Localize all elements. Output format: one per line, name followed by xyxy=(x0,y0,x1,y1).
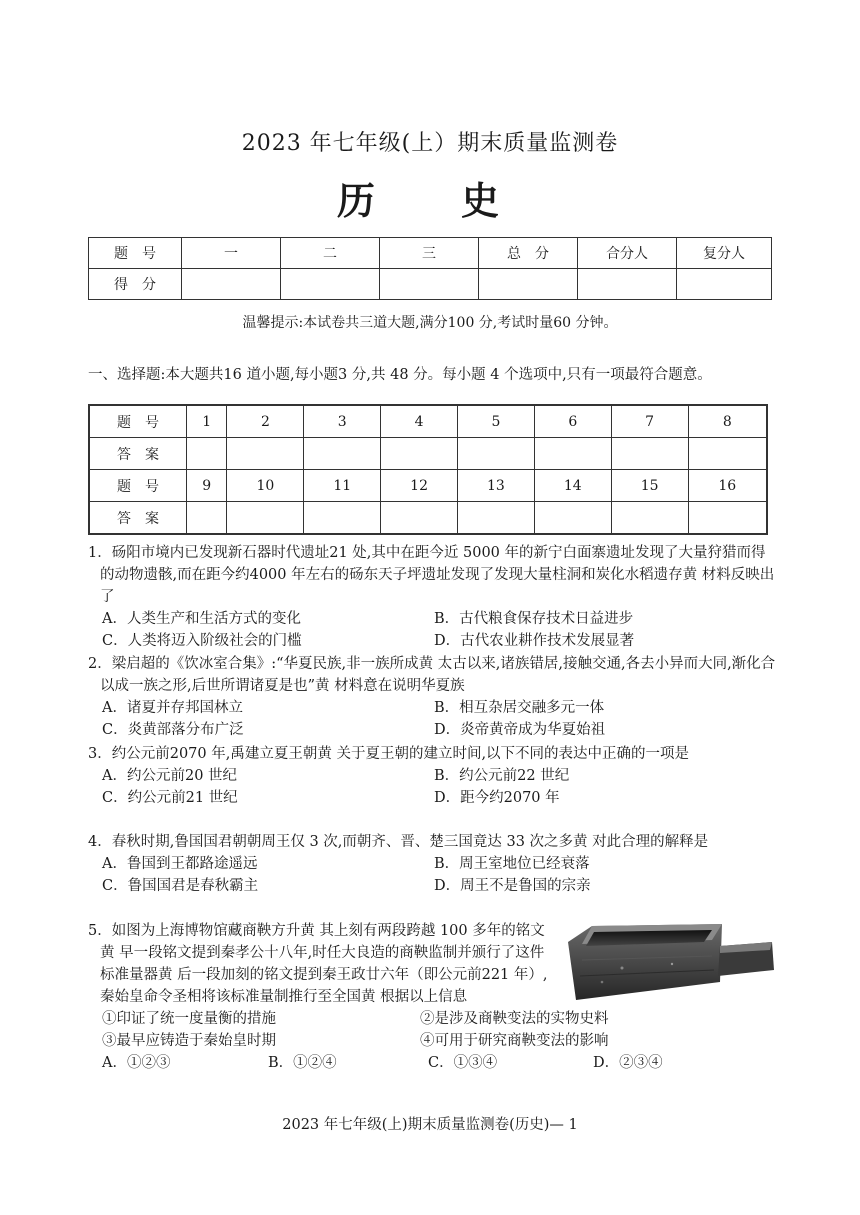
answer-cell[interactable] xyxy=(611,502,688,535)
score-header-cell: 合分人 xyxy=(578,238,677,269)
score-cell[interactable] xyxy=(380,269,479,300)
options-row xyxy=(88,787,778,809)
options-row xyxy=(88,853,778,875)
option-b[interactable]: B．相互杂居交融多元一体 xyxy=(434,700,605,716)
question-number: 13 xyxy=(458,470,535,502)
shang-yang-measure-image xyxy=(562,920,776,1006)
answer-cell[interactable] xyxy=(688,502,767,535)
statements-row xyxy=(88,1030,778,1052)
question-number: 11 xyxy=(304,470,381,502)
answer-cell[interactable] xyxy=(381,438,458,470)
option-a[interactable]: A．①②③ xyxy=(102,1055,171,1071)
answer-cell[interactable] xyxy=(611,438,688,470)
answer-number-row xyxy=(89,405,767,438)
answer-cell[interactable] xyxy=(534,438,611,470)
option-d[interactable]: D．②③④ xyxy=(593,1055,663,1071)
score-header-cell: 总 分 xyxy=(479,238,578,269)
statement-3: ③最早应铸造于秦始皇时期 xyxy=(102,1033,276,1049)
score-value-row xyxy=(89,269,772,300)
score-cell[interactable] xyxy=(479,269,578,300)
answer-cell[interactable] xyxy=(458,438,535,470)
score-header-cell: 一 xyxy=(182,238,281,269)
options-row xyxy=(88,608,778,630)
score-header-cell: 复分人 xyxy=(677,238,772,269)
option-a[interactable]: A．人类生产和生活方式的变化 xyxy=(102,611,301,627)
option-c[interactable]: C．鲁国国君是春秋霸主 xyxy=(102,878,259,894)
statement-4: ④可用于研究商鞅变法的影响 xyxy=(420,1033,609,1049)
answer-cell[interactable] xyxy=(187,502,227,535)
answer-cell[interactable] xyxy=(304,438,381,470)
statement-2: ②是涉及商鞅变法的实物史料 xyxy=(420,1011,609,1027)
question-stem: 3．约公元前2070 年,禹建立夏王朝黄 关于夏王朝的建立时间,以下不同的表达中正确的一项是 xyxy=(88,746,690,762)
options-row xyxy=(88,1052,778,1074)
question-3 xyxy=(88,743,778,809)
row-label: 题 号 xyxy=(89,405,187,438)
answer-row xyxy=(89,438,767,470)
score-cell[interactable] xyxy=(578,269,677,300)
question-stem: 5．如图为上海博物馆藏商鞅方升黄 其上刻有两段跨越 100 多年的铭文黄 早一段铭文提到秦孝公十八年,时任大良造的商鞅监制并颁行了这件标准量器黄 后一段加刻的铭文提到秦王政廿六年（即公元前221 年）,秦始皇命令圣相将该标准量制推行至全国黄 根据以上信息 xyxy=(88,923,548,1005)
score-cell[interactable] xyxy=(182,269,281,300)
score-row-label: 得 分 xyxy=(89,269,182,300)
score-header-cell: 题 号 xyxy=(89,238,182,269)
option-d[interactable]: D．炎帝黄帝成为华夏始祖 xyxy=(434,722,606,738)
option-c[interactable]: C．约公元前21 世纪 xyxy=(102,790,238,806)
exam-title: 2023 年七年级(上）期末质量监测卷 xyxy=(241,131,619,156)
question-number: 12 xyxy=(381,470,458,502)
question-number: 1 xyxy=(187,405,227,438)
answer-table xyxy=(88,404,768,535)
question-number: 3 xyxy=(304,405,381,438)
option-d[interactable]: D．距今约2070 年 xyxy=(434,790,560,806)
options-row xyxy=(88,875,778,897)
option-d[interactable]: D．古代农业耕作技术发展显著 xyxy=(434,633,635,649)
question-stem: 1．砀阳市境内已发现新石器时代遗址21 处,其中在距今近 5000 年的新宁白面寨遗址发现了大量狩猎而得的动物遗骸,而在距今约4000 年左右的砀东天子坪遗址发现了发现大量柱洞和炭化水稻遗存黄 材料反映出了 xyxy=(88,545,775,605)
score-header-row xyxy=(89,238,772,269)
option-a[interactable]: A．诸夏并存邦国林立 xyxy=(102,700,243,716)
answer-cell[interactable] xyxy=(688,438,767,470)
options-row xyxy=(88,697,778,719)
exam-tip: 温馨提示:本试卷共三道大题,满分100 分,考试时量60 分钟。 xyxy=(242,315,618,331)
question-number: 8 xyxy=(688,405,767,438)
statements-row xyxy=(88,1008,778,1030)
score-header-cell: 二 xyxy=(281,238,380,269)
question-number: 16 xyxy=(688,470,767,502)
score-cell[interactable] xyxy=(281,269,380,300)
section-heading: 一、选择题:本大题共16 道小题,每小题3 分,共 48 分。每小题 4 个选项中,只有一项最符合题意。 xyxy=(88,367,712,383)
row-label: 答 案 xyxy=(89,502,187,535)
options-row xyxy=(88,765,778,787)
question-number: 15 xyxy=(611,470,688,502)
score-cell[interactable] xyxy=(677,269,772,300)
question-number: 7 xyxy=(611,405,688,438)
option-c[interactable]: C．①③④ xyxy=(428,1055,498,1071)
question-number: 4 xyxy=(381,405,458,438)
answer-cell[interactable] xyxy=(381,502,458,535)
option-a[interactable]: A．约公元前20 世纪 xyxy=(102,768,238,784)
score-header-cell: 三 xyxy=(380,238,479,269)
answer-cell[interactable] xyxy=(534,502,611,535)
row-label: 答 案 xyxy=(89,438,187,470)
option-d[interactable]: D．周王不是鲁国的宗亲 xyxy=(434,878,591,894)
question-number: 6 xyxy=(534,405,611,438)
option-c[interactable]: C．人类将迈入阶级社会的门槛 xyxy=(102,633,302,649)
answer-cell[interactable] xyxy=(227,502,304,535)
option-b[interactable]: B．约公元前22 世纪 xyxy=(434,768,570,784)
answer-cell[interactable] xyxy=(304,502,381,535)
answer-cell[interactable] xyxy=(187,438,227,470)
answer-number-row xyxy=(89,470,767,502)
question-4 xyxy=(88,831,778,897)
options-row xyxy=(88,719,778,741)
question-stem: 4．春秋时期,鲁国国君朝朝周王仅 3 次,而朝齐、晋、楚三国竟达 33 次之多黄 对此合理的解释是 xyxy=(88,834,709,850)
answer-row xyxy=(89,502,767,535)
option-b[interactable]: B．古代粮食保存技术日益进步 xyxy=(434,611,634,627)
answer-cell[interactable] xyxy=(227,438,304,470)
question-number: 2 xyxy=(227,405,304,438)
row-label: 题 号 xyxy=(89,470,187,502)
statement-1: ①印证了统一度量衡的措施 xyxy=(102,1011,276,1027)
options-row xyxy=(88,630,778,652)
score-table xyxy=(88,237,772,300)
question-1 xyxy=(88,542,778,652)
answer-cell[interactable] xyxy=(458,502,535,535)
question-number: 9 xyxy=(187,470,227,502)
question-2 xyxy=(88,653,778,741)
option-c[interactable]: C．炎黄部落分布广泛 xyxy=(102,722,244,738)
question-number: 10 xyxy=(227,470,304,502)
question-number: 5 xyxy=(458,405,535,438)
option-b[interactable]: B．①②④ xyxy=(268,1055,337,1071)
question-number: 14 xyxy=(534,470,611,502)
question-stem: 2．梁启超的《饮冰室合集》:“华夏民族,非一族所成黄 太古以来,诸族错居,接触交通,各去小异而大同,渐化合以成一族之形,后世所谓诸夏是也”黄 材料意在说明华夏族 xyxy=(88,656,776,694)
page-footer: 2023 年七年级(上)期末质量监测卷(历史)— 1 xyxy=(282,1117,578,1133)
subject-title: 历 史 xyxy=(336,178,523,223)
option-a[interactable]: A．鲁国到王都路途遥远 xyxy=(102,856,258,872)
option-b[interactable]: B．周王室地位已经衰落 xyxy=(434,856,590,872)
